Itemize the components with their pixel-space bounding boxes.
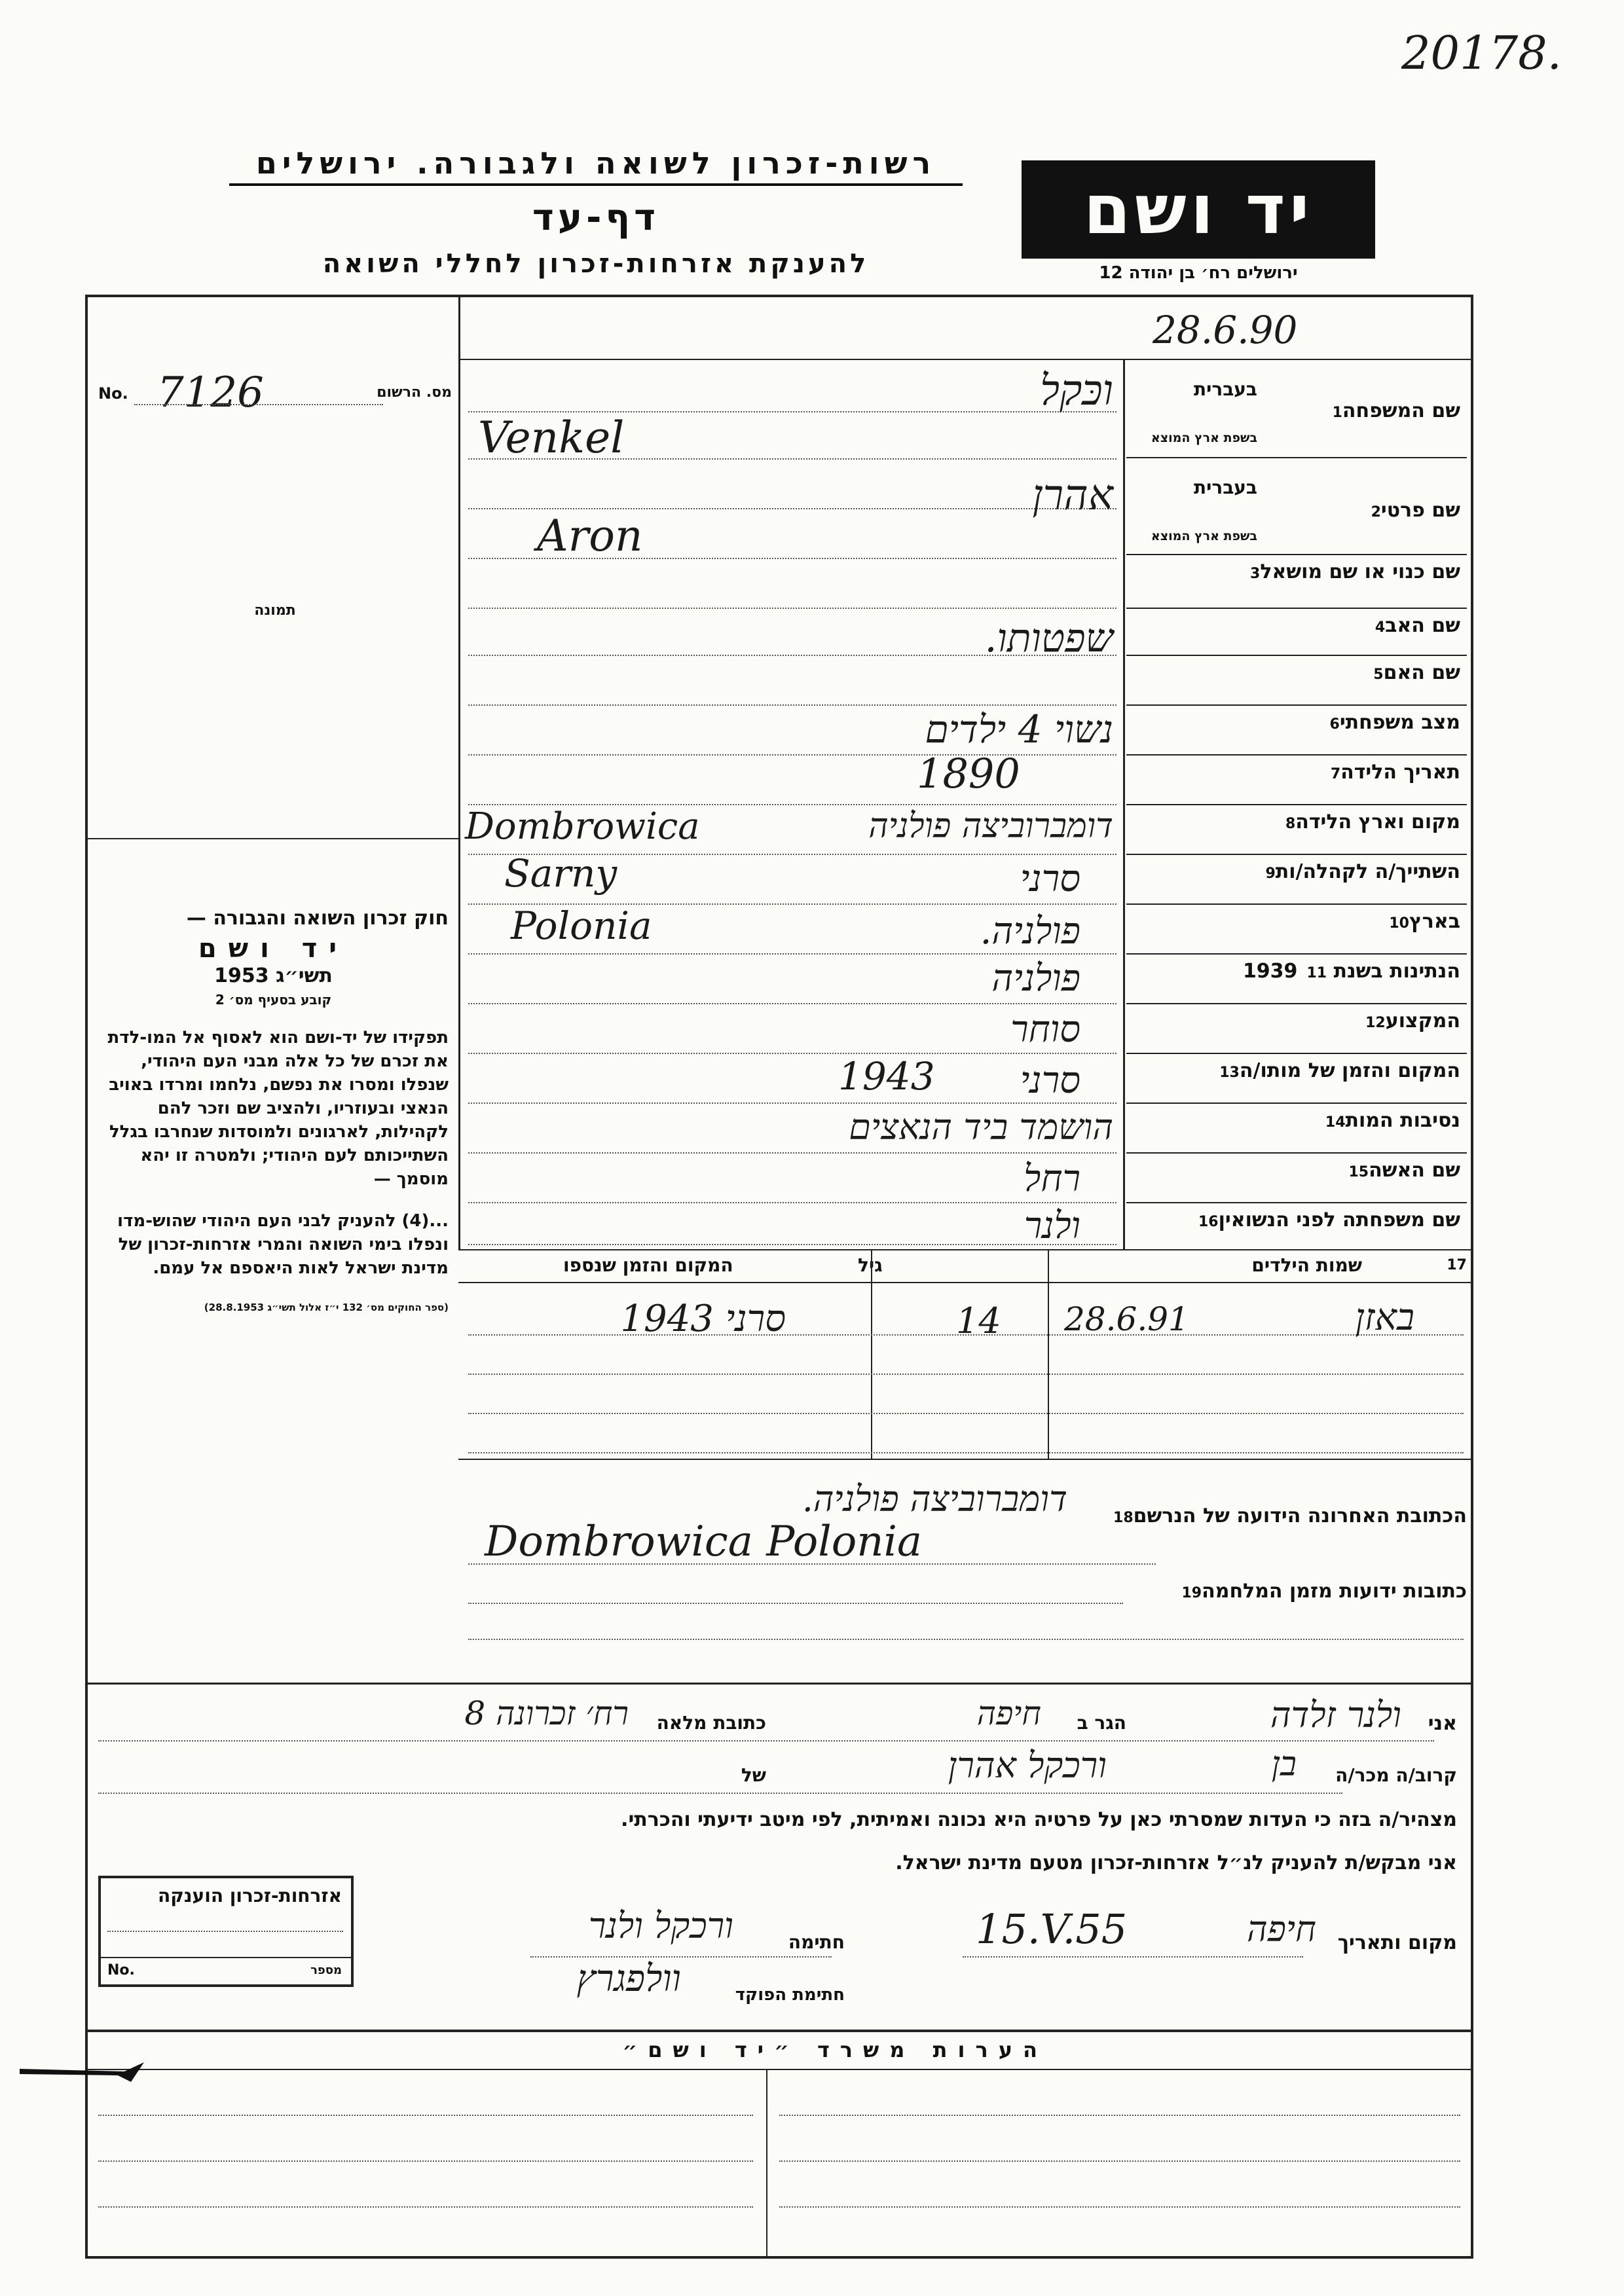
law-quote	[98, 907, 449, 1319]
surname-original: Venkel	[478, 412, 625, 463]
country-original: Polonia	[511, 903, 652, 948]
birth-date-value: 1890	[917, 750, 1020, 797]
surname-hebrew: וכּקל	[1040, 367, 1113, 415]
residence-value: חיפה	[976, 1694, 1041, 1732]
community-original: Sarny	[504, 851, 618, 896]
file-number: 20178.	[1401, 26, 1562, 80]
field-12-label: המקצוע12	[1365, 1010, 1460, 1032]
field-6-label: מצב משפחתי6	[1329, 711, 1460, 734]
birth-place-original: Dombrowica	[465, 805, 700, 848]
field-7-label: תאריך הלידה7	[1330, 761, 1460, 784]
child-note: 28.6.91	[1064, 1300, 1189, 1338]
field-1-label: שם המשפחה1	[1332, 399, 1460, 422]
nationality-value: פולניה	[991, 957, 1080, 1000]
first-name-original: Aron	[537, 511, 643, 561]
last-address-label: הכתובת האחרונה הידועה של הנרשם18	[1113, 1504, 1467, 1527]
wife-maiden-value: ולנר	[1024, 1205, 1080, 1247]
field-16-label: שם משפחתה לפני הנשואין16	[1198, 1209, 1460, 1231]
form-subtitle: להענקת אזרחות-זכרון לחללי השואה	[322, 249, 870, 279]
community-hebrew: סרני	[1020, 858, 1080, 900]
relation-value: בן	[1271, 1745, 1297, 1784]
stamp-title: אזרחות-זכרון הוענקה	[158, 1885, 342, 1906]
field-10-label: בארץ10	[1389, 910, 1460, 933]
law-name: יד ושם	[198, 934, 349, 964]
law-clause: קובע בסעיף מס׳ 2	[215, 992, 332, 1008]
field-labels: שם המשפחה1 בעברית בשפת ארץ המוצא שם פרטי2 בעברית בשפת ארץ המוצא שם כנוי או שם מושאל3 שם האב4 שם האם5 מצב משפחתי6 תאריך הלידה7 מקום וארץ הלידה8 השתייך/ה לקהלה/ות9 בארץ10 הנתינות בשנת 193911 המקצוע12 המקום והזמן של מותו/ה13 נסיבות המות14 שם האשה15 שם משפחתה לפני הנשואין16	[1126, 359, 1467, 1249]
address-line: ירושלים רח׳ בן יהודה 12	[1099, 263, 1298, 283]
field-4-label: שם האב4	[1375, 614, 1460, 637]
declarant-name: ולנר זלדה	[1270, 1694, 1401, 1736]
field-8-label: מקום וארץ הלידה8	[1285, 811, 1460, 833]
officer-signature: וולפגרץ	[576, 1958, 681, 2000]
form-title: דף-עד	[532, 196, 660, 239]
last-address-original: Dombrowica Polonia	[485, 1518, 923, 1566]
registration-number: No. 7126 מס. הרשום	[98, 369, 452, 417]
field-15-label: שם האשה15	[1348, 1159, 1460, 1182]
child-name: באזן	[1355, 1296, 1414, 1339]
law-year: תשי״ג 1953	[214, 964, 333, 987]
death-year-value: 1943	[838, 1054, 935, 1099]
place-value: חיפה	[1246, 1908, 1316, 1950]
field-5-label: שם האם5	[1373, 661, 1460, 684]
field-14-label: נסיבות המות14	[1325, 1109, 1460, 1132]
declaration-section: אני ולנר זלדה הגר ב חיפה כתובת מלאה רח׳ זכרונה 8 קרוב/ה מכר/ה בן של ורכקל אהרן מצהיר/ה בזה כי העדות שמסרתי כאן על פרטיה היא נכונה ואמיתית, לפי מיטב ידיעתי והכרתי. אני מבקש/ת להעניק לנ״ל אזרחות-זכרון מטעם מדינת ישראל. מקום ותאריך חיפה 15.V.55 חתימה ורכקל ולנר חתימת הפוקד וולפגרץ	[85, 1683, 1473, 2023]
addresses-section	[458, 1459, 1473, 1681]
child-age: 14	[956, 1300, 1001, 1341]
signature-value: ורכקל ולנר	[588, 1905, 733, 1946]
occupation-value: סוחר	[1010, 1008, 1080, 1051]
authority-title: רשות-זכרון לשואה ולגבורה. ירושלים	[229, 145, 963, 186]
child-place-time: סרני 1943	[620, 1298, 786, 1340]
death-circumstances-value: הושמד ביד הנאצים	[849, 1106, 1113, 1148]
field-13-label: המקום והזמן של מותו/ה13	[1219, 1059, 1460, 1082]
law-text-2: ...(4) להעניק לבני העם היהודי שהוש-מדו ונפלו בימי השואה והמרי אזרחות-זכרון של מדינת ישראל לאות היאספם אל עמם.	[117, 1211, 449, 1278]
last-address-hebrew: דומברוביצה פולניה.	[802, 1478, 1067, 1520]
yad-vashem-logo	[1022, 160, 1375, 259]
death-place-value: סרני	[1020, 1059, 1080, 1102]
declaration-statement: מצהיר/ה בזה כי העדות שמסרתי כאן על פרטיה היא נכונה ואמיתית, לפי מיטב ידיעתי והכרתי.	[621, 1808, 1457, 1831]
first-name-hebrew: אהרן	[1032, 471, 1113, 520]
father-name-value: שפטותו.	[984, 615, 1113, 661]
of-name-value: ורכקל אהרן	[948, 1745, 1107, 1786]
wife-name-value: רחל	[1024, 1157, 1080, 1200]
citizenship-stamp-box: אזרחות-זכרון הוענקה No. מספר	[98, 1876, 354, 1987]
registration-value: 7126	[157, 369, 264, 417]
col-children-names: שמות הילדים	[1251, 1254, 1362, 1276]
col-age: גיל	[858, 1254, 883, 1276]
margin-arrow-icon	[20, 2056, 144, 2095]
field-11-label: הנתינות בשנת 193911	[1242, 960, 1460, 983]
field-9-label: השתייך/ה לקהלה/ות9	[1265, 860, 1460, 883]
office-notes-title: הערות משרד ״יד ושם״	[622, 2037, 1048, 2062]
col-place-time: המקום והזמן שנספו	[563, 1254, 733, 1276]
date-value: 15.V.55	[976, 1905, 1128, 1953]
full-address-value: רח׳ זכרונה 8	[464, 1694, 629, 1732]
field-3-label: שם כנוי או שם מושאל3	[1250, 560, 1460, 583]
law-citation: (ספר החוקים מס׳ 132 י״ז אלול תשי״ג 28.8.1953)	[204, 1302, 449, 1313]
declaration-request: אני מבקש/ת להעניק לנ״ל אזרחות-זכרון מטעם מדינת ישראל.	[895, 1851, 1457, 1874]
children-table: 17 שמות הילדים גיל המקום והזמן שנספו באזן 28.6.91 14 סרני 1943	[458, 1249, 1473, 1459]
country-hebrew: פולניה.	[980, 910, 1080, 953]
entry-date: 28.6.90	[1153, 308, 1298, 352]
war-address-label: כתובות ידועות מזמן המלחמה19	[1181, 1580, 1467, 1603]
field-2-label: שם פרטי2	[1371, 499, 1460, 522]
birth-place-hebrew: דומברוביצה פולניה	[868, 807, 1113, 846]
law-title: חוק זכרון השואה והגבורה —	[186, 907, 449, 930]
family-status-value: נשוי 4 ילדים	[925, 707, 1113, 752]
photo-label: תמונה	[254, 602, 296, 619]
logo-text: יד ושם	[1083, 170, 1314, 249]
law-text: תפקידו של יד-ושם הוא לאסוף אל המו-לדת את זכרם של כל אלה מבני העם היהודי, שנפלו ומסרו את נפשם, נלחמו ומרדו באויב הנאצי ובעוזריו, ולהציב שם וזכר להם לקהילות, לארגונים ולמוסדות שנחרבו בגלל השתייכותם לעם היהודי; ולמטרה זו יהא מוסמך —	[107, 1028, 449, 1189]
